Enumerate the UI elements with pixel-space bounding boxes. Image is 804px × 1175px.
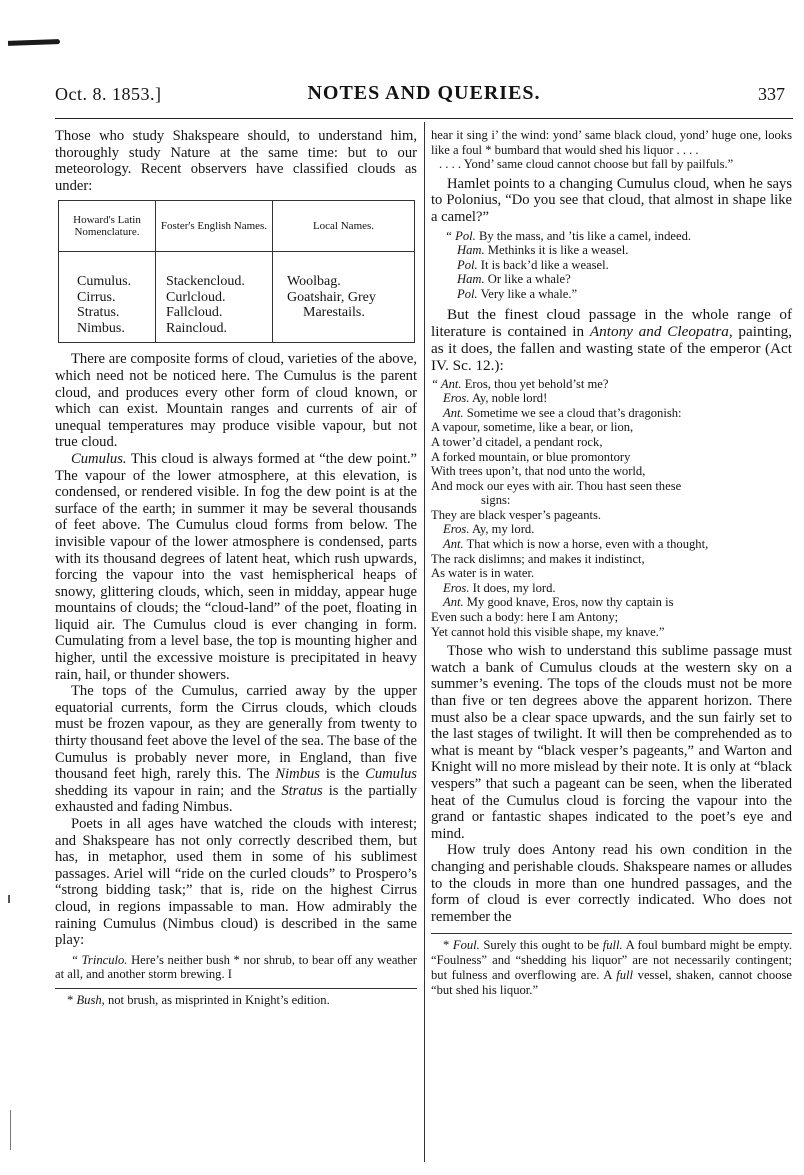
- dialogue-line: [445, 243, 792, 258]
- dialogue-line: A forked mountain, or blue promontory: [431, 449, 631, 464]
- page-corner-mark: [8, 39, 60, 46]
- dialogue-line: A vapour, sometime, like a bear, or lion,: [431, 420, 634, 435]
- cirrus-paragraph: [55, 683, 417, 816]
- dialogue-line: [431, 377, 792, 392]
- margin-mark: [10, 1110, 11, 1150]
- dialogue-line: And mock our eyes with air. Thou hast seen these: [431, 478, 682, 493]
- paragraph-text: But the finest cloud passage in the whole range of literature is contained in: [431, 305, 792, 340]
- table-cell: Curlcloud.: [166, 289, 226, 305]
- tempest-quote-continued: hear it sing i’ the wind: yond’ same black cloud, yond’ huge one, looks like a foul * bumbard that would shed his liquor . . . .: [431, 128, 792, 157]
- cumulus-term: Cumulus: [365, 766, 417, 783]
- dialogue-line: [445, 229, 792, 244]
- footnote-emphasis: full: [616, 967, 634, 982]
- quote-text: Here’s neither bush * nor shrub, to bear off any weather at all, and another storm brewing. I: [55, 952, 417, 982]
- stratus-term: Stratus: [281, 782, 323, 799]
- page-number: 337: [758, 84, 785, 104]
- line-text: By the mass, and ’tis like a camel, indeed.: [478, 228, 692, 243]
- paragraph-text: is the: [320, 766, 366, 783]
- dialogue-line: [431, 522, 792, 537]
- intro-paragraph: Those who study Shakspeare should, to understand him, thoroughly study Nature at the same time: but to our meteorology. Recent observers have classified clouds as under:: [55, 128, 417, 194]
- journal-title: NOTES AND QUERIES.: [307, 82, 541, 104]
- antony-paragraph: [431, 306, 792, 374]
- speaker-name: Pol.: [457, 286, 478, 301]
- cumulus-paragraph: [55, 451, 417, 683]
- paragraph-text: painting, as it does, the fallen and wasting state of the emperor (Act IV. Sc. 12.):: [431, 322, 792, 374]
- header-rule: [55, 118, 793, 119]
- line-text: My good knave, Eros, now thy captain is: [466, 595, 674, 610]
- speaker-name: “ Trinculo.: [71, 952, 128, 967]
- table-cell: Nimbus.: [77, 320, 125, 336]
- speaker-name: Eros.: [443, 580, 470, 595]
- footnote-rule: [431, 933, 792, 934]
- line-text: Very like a whale.”: [480, 286, 578, 301]
- speaker-name: “ Pol.: [445, 228, 476, 243]
- dialogue-line: [431, 595, 792, 610]
- line-text: It is back’d like a weasel.: [480, 257, 609, 272]
- footnote-foul: * Foul. Surely this ought to be full. A foul bumbard might be empty. “Foulness” and “shedding his liquor” are not necessarily contingent; but fulness and overflowing are. A full vessel, shaken, cannot choose “but shed his liquor.”: [431, 938, 792, 997]
- speaker-name: Ham.: [457, 272, 485, 287]
- table-cell: Cirrus.: [77, 289, 116, 305]
- footnote-term: Foul.: [452, 938, 480, 953]
- footnote-bush: * Bush, not brush, as misprinted in Knight’s edition.: [67, 992, 330, 1007]
- margin-mark: [8, 895, 10, 903]
- dialogue-line: [431, 391, 792, 406]
- table-header-english: Foster's English Names.: [156, 201, 273, 252]
- table-cell: Cumulus.: [77, 274, 132, 290]
- dialogue-line: Even such a body: here I am Antony;: [431, 610, 619, 625]
- dialogue-line: A tower’d citadel, a pendant rock,: [431, 434, 603, 449]
- line-text: That which is now a horse, even with a thought,: [466, 537, 709, 552]
- table-header-latin: Howard's Latin Nomenclature.: [59, 201, 156, 252]
- table-header-local: Local Names.: [273, 201, 415, 252]
- footnote-text: not brush, as misprinted in Knight’s edition.: [107, 992, 330, 1007]
- line-text: Methinks it is like a weasel.: [487, 243, 629, 258]
- footnote-term: Bush,: [76, 992, 105, 1007]
- right-column: [431, 128, 792, 998]
- page-header: [55, 80, 793, 114]
- hamlet-paragraph: Hamlet points to a changing Cumulus cloud, when he says to Polonius, “Do you see that cloud, that almost in shape like a camel?”: [431, 175, 792, 225]
- table-cell: Woolbag.: [287, 274, 341, 290]
- dialogue-line: The rack dislimns; and makes it indistinct,: [431, 551, 645, 566]
- footnote-text: A foul bumbard might be empty. “Foulness” and “shedding his liquor” are not necessarily contingent; but fulness and overflowing are. A: [431, 938, 792, 982]
- hamlet-dialogue: [431, 229, 792, 302]
- table-cell: Goatshair, Grey Marestails.: [287, 289, 376, 321]
- footnote-emphasis: full.: [602, 938, 623, 953]
- dialogue-line: [445, 287, 792, 302]
- local-names-cell: [273, 252, 415, 343]
- antony-dialogue: [431, 377, 792, 640]
- left-column: [55, 128, 417, 1008]
- paragraph-text: The tops of the Cumulus, carried away by the upper equatorial currents, form the Cirrus clouds, which clouds must be frozen vapour, as they are generally from twenty to thirty thousand feet above the level of the sea. The base of the Cumulus is probably never more, in England, than five thousand feet high, rarely this. The: [55, 683, 417, 783]
- speaker-name: Ant.: [443, 405, 464, 420]
- tempest-quote: [55, 953, 417, 982]
- dialogue-line: [431, 581, 792, 596]
- latin-names-cell: [59, 252, 156, 343]
- speaker-name: Eros.: [443, 522, 470, 537]
- antony-condition-paragraph: How truly does Antony read his own condition in the changing and perishable clouds. Shakspeare names or alludes to the clouds in more than one hundred passages, and the form of cloud is ever correctly indicated. Who does not remember the: [431, 842, 792, 925]
- paragraph-text: This cloud is always formed at “the dew point.” The vapour of the lower atmosphere, at this elevation, is condensed, or rendered visible. In fog the dew point is at the surface of the earth; in summer it may be several thousands of feet above. The Cumulus cloud forms from below. The invisible vapour of the lower atmosphere is condensed, parts with its thousand degrees of latent heat, which rush upwards, forcing the vapour into the vast hemispherical heaps of snowy, glittering clouds, which, seen in midday, appear huge mountains of clouds; the “cloud-land” of the poet, floating in liquid air. The Cumulus cloud is ever changing in form. Cumulating from a level base, the top is mounting higher and higher, until the excessive moisture is precipitated in heavy rain, hail, or thunder showers.: [55, 450, 418, 683]
- issue-date: Oct. 8. 1853.]: [55, 84, 162, 104]
- footnote-text: vessel, shaken, cannot choose “but shed his liquor.”: [431, 967, 792, 997]
- speaker-name: Pol.: [457, 257, 478, 272]
- table-cell: Stratus.: [77, 305, 120, 321]
- composite-forms-paragraph: There are composite forms of cloud, varieties of the above, which need not be noticed here. The Cumulus is the parent cloud, and produces every other form of cloud known, or which can exist. Mountain ranges and currents of air of unequal temperatures may produce visible vapour, but not true cloud.: [55, 351, 417, 451]
- poets-paragraph: Poets in all ages have watched the clouds with interest; and Shakspeare has not only correctly described them, but has, in metaphor, used them in some of his sublimest passages. Ariel will “ride on the curled clouds” to Prospero’s “strong bidding task;” that is, ride on the highest Cirrus cloud, in regions impassable to man. How admirably the raining Cumulus (Nimbus cloud) is described in the same play:: [55, 816, 417, 949]
- table-cell: Stackencloud.: [166, 274, 245, 290]
- nimbus-term: Nimbus: [275, 766, 320, 783]
- dialogue-line: [431, 406, 792, 421]
- footnote-rule: [55, 988, 417, 989]
- line-text: Eros, thou yet behold’st me?: [464, 376, 609, 391]
- table-cell: Raincloud.: [166, 320, 228, 336]
- table-cell: Fallcloud.: [166, 305, 223, 321]
- line-text: Ay, my lord.: [471, 522, 535, 537]
- speaker-name: Ham.: [457, 243, 485, 258]
- speaker-name: “ Ant.: [431, 376, 462, 391]
- english-names-cell: [156, 252, 273, 343]
- footnote-text: Surely this ought to be: [483, 938, 603, 953]
- dialogue-line: [445, 258, 792, 273]
- speaker-name: Eros.: [443, 391, 470, 406]
- cloud-classification-table: [58, 200, 415, 343]
- paragraph-text: shedding its vapour in rain; and the: [55, 782, 282, 799]
- speaker-name: Ant.: [443, 595, 464, 610]
- line-text: Ay, noble lord!: [471, 391, 548, 406]
- dialogue-line: [431, 537, 792, 552]
- speaker-name: Ant.: [443, 537, 464, 552]
- line-text: Sometime we see a cloud that’s dragonish:: [466, 405, 682, 420]
- dialogue-line: As water is in water.: [431, 566, 535, 581]
- sublime-passage-paragraph: Those who wish to understand this sublime passage must watch a bank of Cumulus clouds at the western sky on a summer’s evening. The tops of the clouds must not be more than five or ten degrees above the apparent horizon. There must also be a clear space upwards, and the sun fairly set to the last stages of twilight. It will then be comprehended as to what is meant by “black vesper’s pageants,” and Warton and Knight will no more mislead by their note. It is only at “black vespers” that such a pageant can be seen, when the liberated heat of the Cumulus cloud is forcing the vapour into the grand or fantastic shapes indicated to the poet’s eye and mind.: [431, 643, 792, 842]
- dialogue-line: signs:: [481, 493, 511, 508]
- paragraph-text: is the partially exhausted and fading Nimbus.: [55, 782, 417, 816]
- tempest-quote-end: . . . . Yond’ same cloud cannot choose but fall by pailfuls.”: [439, 157, 734, 172]
- dialogue-line: They are black vesper’s pageants.: [431, 507, 602, 522]
- line-text: Or like a whale?: [487, 272, 571, 287]
- line-text: It does, my lord.: [472, 580, 556, 595]
- dialogue-line: With trees upon’t, that nod unto the world,: [431, 464, 646, 479]
- dialogue-line: Yet cannot hold this visible shape, my knave.”: [431, 624, 665, 639]
- dialogue-line: [445, 272, 792, 287]
- cumulus-term: Cumulus.: [71, 450, 127, 467]
- play-title: Antony and Cleopatra,: [589, 322, 733, 340]
- column-divider: [424, 122, 425, 1162]
